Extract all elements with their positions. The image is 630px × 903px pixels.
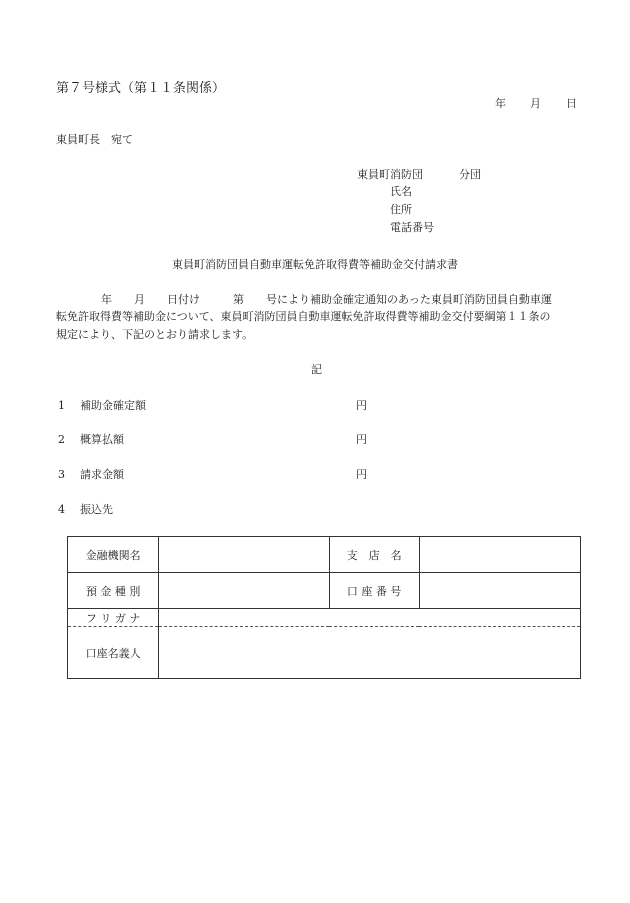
item-2-unit: 円 (356, 433, 367, 446)
document-title: 東員町消防団員自動車運転免許取得費等補助金交付請求書 (172, 258, 458, 271)
furigana-label: フ リ ガ ナ (68, 609, 159, 627)
date-day: 日 (566, 97, 577, 110)
date-year: 年 (495, 97, 506, 110)
body-line-1: 年 月 日付け 第 号により補助金確定通知のあった東員町消防団員自動車運 (101, 293, 552, 306)
item-2-number: 2 (58, 433, 65, 446)
body-line-2: 転免許取得費等補助金について、東員町消防団員自動車運転免許取得費等補助金交付要綱第１１条の (56, 310, 551, 323)
addressee: 東員町長 宛て (56, 133, 133, 146)
branch-name-field[interactable] (419, 537, 580, 573)
account-holder-label: 口座名義人 (68, 627, 159, 679)
item-4-number: 4 (58, 503, 65, 516)
applicant-fire-dept: 東員町消防団 (357, 168, 423, 181)
date-month: 月 (530, 97, 541, 110)
branch-name-label: 支 店 名 (329, 537, 419, 573)
applicant-name-label: 氏名 (390, 185, 412, 198)
item-1-label: 補助金確定額 (80, 399, 146, 412)
institution-field[interactable] (159, 537, 329, 573)
applicant-branch: 分団 (459, 168, 481, 181)
body-line-3: 規定により、下記のとおり請求します。 (56, 328, 254, 341)
item-3-unit: 円 (356, 468, 367, 481)
item-2-label: 概算払額 (80, 433, 124, 446)
applicant-phone-label: 電話番号 (390, 221, 434, 234)
account-number-field[interactable] (419, 573, 580, 609)
applicant-address-label: 住所 (390, 203, 412, 216)
deposit-type-field[interactable] (159, 573, 329, 609)
item-1-unit: 円 (356, 399, 367, 412)
form-number-label: 第７号様式（第１１条関係） (56, 81, 226, 96)
item-3-number: 3 (58, 468, 65, 481)
item-1-number: 1 (58, 399, 65, 412)
bank-account-table (67, 536, 581, 679)
ki-heading: 記 (311, 363, 322, 376)
deposit-type-label: 預 金 種 別 (68, 573, 159, 609)
item-3-label: 請求金額 (80, 468, 124, 481)
furigana-field[interactable] (159, 609, 581, 627)
item-4-label: 振込先 (80, 503, 113, 516)
account-holder-field[interactable] (159, 627, 581, 679)
institution-label: 金融機関名 (68, 537, 159, 573)
account-number-label: 口 座 番 号 (329, 573, 419, 609)
